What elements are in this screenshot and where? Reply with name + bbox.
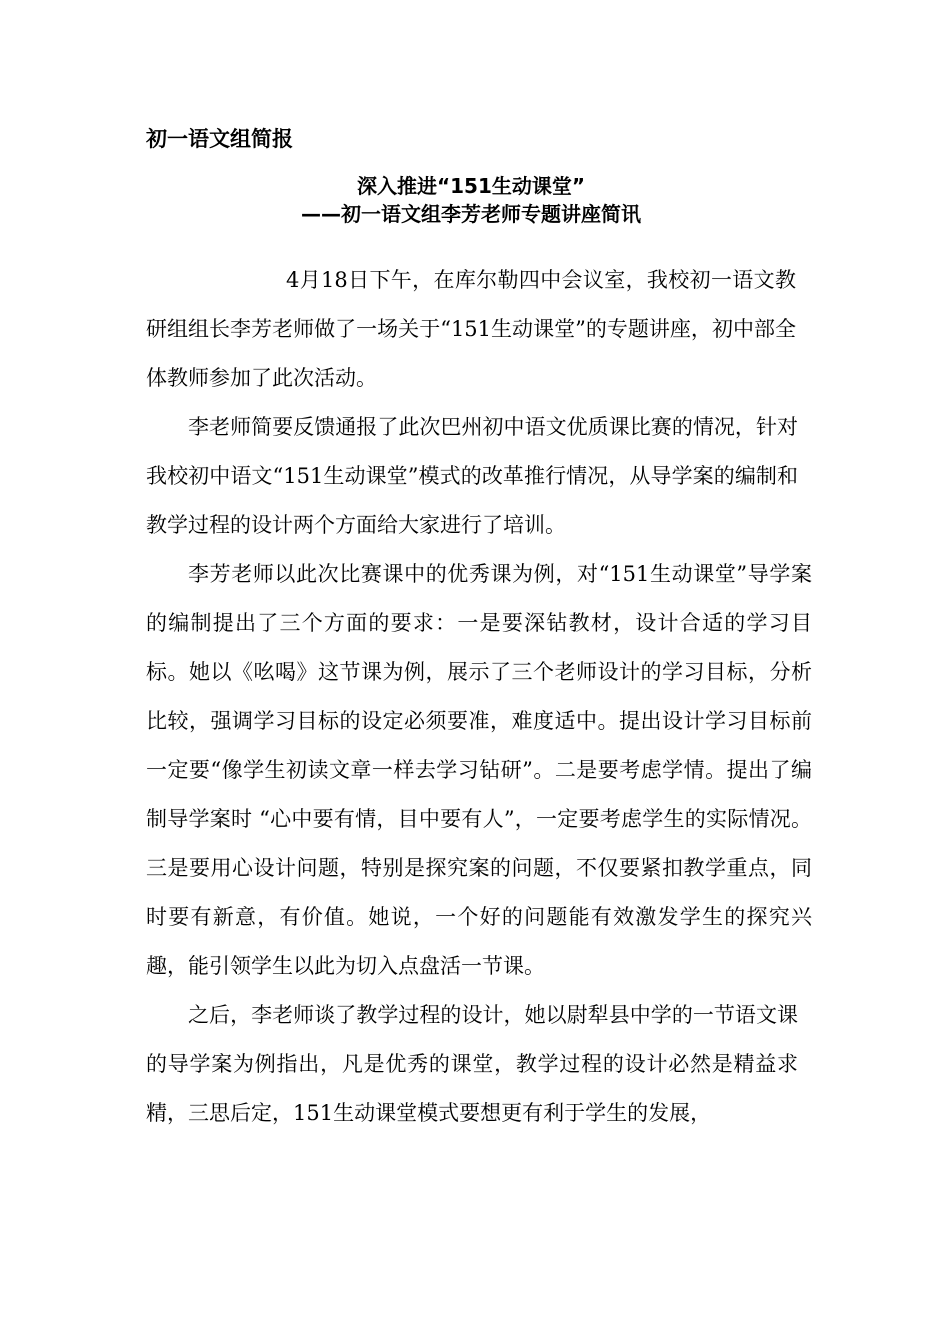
paragraph-4: 之后，李老师谈了教学过程的设计，她以尉犁县中学的一节语文课的导学案为例指出，凡是优秀的课堂，教学过程的设计必然是精益求精，三思后定，151生动课堂模式要想更有利于学生的发展， bbox=[146, 1003, 798, 1125]
paragraph-1: 4月18日下午，在库尔勒四中会议室，我校初一语文教研组组长李芳老师做了一场关于“151生动课堂”的专题讲座，初中部全体教师参加了此次活动。 bbox=[146, 268, 796, 390]
title-block bbox=[146, 172, 796, 228]
article-subtitle: ——初一语文组李芳老师专题讲座简讯 bbox=[301, 202, 641, 226]
article-body bbox=[146, 256, 812, 1138]
document-header: 初一语文组简报 bbox=[146, 127, 293, 151]
paragraph-2: 李老师简要反馈通报了此次巴州初中语文优质课比赛的情况，针对我校初中语文“151生动课堂”模式的改革推行情况，从导学案的编制和教学过程的设计两个方面给大家进行了培训。 bbox=[146, 415, 798, 537]
article-title: 深入推进“151生动课堂” bbox=[356, 174, 586, 198]
paragraph-3: 李芳老师以此次比赛课中的优秀课为例，对“151生动课堂”导学案的编制提出了三个方面的要求：一是要深钻教材，设计合适的学习目标。她以《吆喝》这节课为例，展示了三个老师设计的学习目标，分析比较，强调学习目标的设定必须要准，难度适中。提出设计学习目标前一定要“像学生初读文章一样去学习钻研”。二是要考虑学情。提出了编制导学案时 “心中要有情，目中要有人”，一定要考虑学生的实际情况。三是要用心设计问题，特别是探究案的问题，不仅要紧扣教学重点，同时要有新意，有价值。她说，一个好的问题能有效激发学生的探究兴趣，能引领学生以此为切入点盘活一节课。 bbox=[146, 562, 812, 978]
